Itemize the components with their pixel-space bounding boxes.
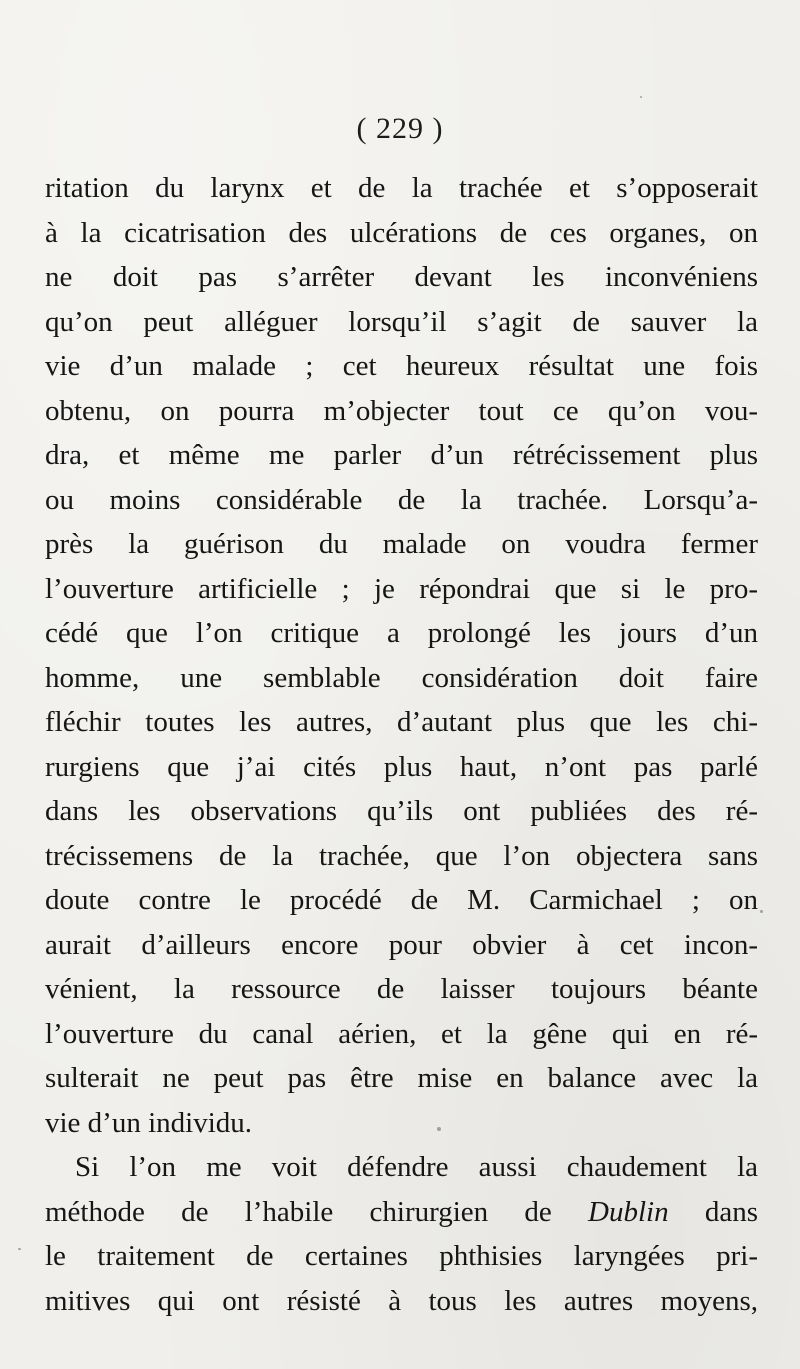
text-line-with-emphasis bbox=[45, 1190, 758, 1235]
paper-speck bbox=[760, 910, 763, 913]
text-line: l’ouverture artificielle ; je répondrai que si le pro- bbox=[45, 572, 758, 605]
text-segment: méthode de l’habile chirurgien de bbox=[45, 1195, 552, 1228]
text-line: obtenu, on pourra m’objecter tout ce qu’on vou- bbox=[45, 394, 758, 427]
text-line: mitives qui ont résisté à tous les autres moyens, bbox=[45, 1284, 758, 1317]
text-line: ritation du larynx et de la trachée et s’opposerait bbox=[45, 172, 758, 204]
text-line: près la guérison du malade on voudra fermer bbox=[45, 528, 758, 560]
text-line: rurgiens que j’ai cités plus haut, n’ont pas parlé bbox=[45, 750, 758, 783]
text-line: qu’on peut alléguer lorsqu’il s’agit de sauver la bbox=[45, 305, 758, 338]
paper-speck bbox=[18, 1248, 21, 1250]
text-line: le traitement de certaines phthisies laryngées pri- bbox=[45, 1240, 758, 1272]
text-line: ou moins considérable de la trachée. Lorsqu’a- bbox=[45, 483, 758, 516]
text-line: trécissemens de la trachée, que l’on objectera sans bbox=[45, 839, 758, 872]
paragraph-2 bbox=[45, 1145, 758, 1323]
text-line: à la cicatrisation des ulcérations de ces organes, on bbox=[45, 216, 758, 249]
text-line: vénient, la ressource de laisser toujours béante bbox=[45, 973, 758, 1005]
text-line: sulterait ne peut pas être mise en balance avec la bbox=[45, 1062, 758, 1094]
text-line: Si l’on me voit défendre aussi chaudement la bbox=[75, 1151, 758, 1183]
text-line: dra, et même me parler d’un rétrécissement plus bbox=[45, 439, 758, 471]
text-line: cédé que l’on critique a prolongé les jours d’un bbox=[45, 617, 758, 649]
text-segment: dans bbox=[668, 1195, 758, 1228]
text-line: doute contre le procédé de M. Carmichael ; on bbox=[45, 884, 758, 916]
text-line: dans les observations qu’ils ont publiées des ré- bbox=[45, 795, 758, 827]
text-line: homme, une semblable considération doit faire bbox=[45, 661, 758, 694]
paper-speck bbox=[437, 1127, 441, 1131]
paragraph-1 bbox=[45, 166, 758, 1145]
text-line: l’ouverture du canal aérien, et la gêne qui en ré- bbox=[45, 1017, 758, 1050]
text-line: vie d’un individu. bbox=[45, 1106, 253, 1139]
italic-place-name: Dublin bbox=[588, 1195, 669, 1228]
text-line: vie d’un malade ; cet heureux résultat une fois bbox=[45, 350, 758, 382]
text-line: fléchir toutes les autres, d’autant plus que les chi- bbox=[45, 706, 758, 738]
body-text bbox=[45, 166, 758, 1323]
page-number: ( 229 ) bbox=[356, 112, 444, 145]
text-line: ne doit pas s’arrêter devant les inconvéniens bbox=[45, 261, 758, 293]
paper-speck bbox=[640, 96, 642, 98]
text-line: aurait d’ailleurs encore pour obvier à cet incon- bbox=[45, 928, 758, 961]
